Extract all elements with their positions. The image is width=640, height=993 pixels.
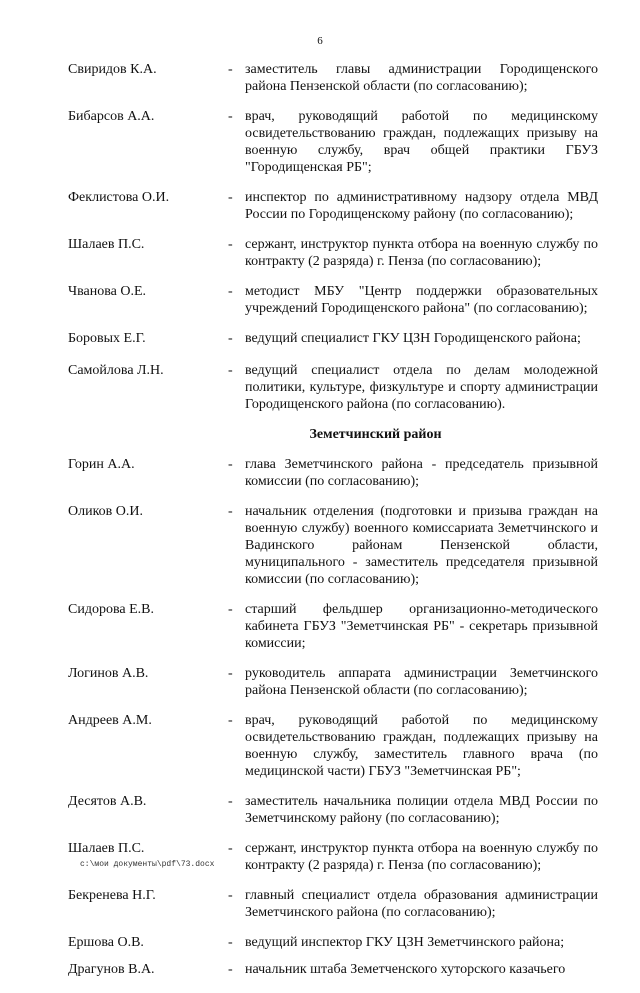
member-name: Сидорова Е.В. — [68, 602, 154, 617]
member-entry — [68, 961, 598, 980]
entry-dash: - — [228, 935, 233, 950]
member-name: Шалаев П.С. — [68, 841, 145, 856]
member-role: ведущий инспектор ГКУ ЦЗН Земетчинского района; — [245, 935, 565, 950]
member-entry — [68, 601, 598, 652]
member-entry — [68, 283, 598, 317]
page-number: 6 — [317, 35, 323, 47]
member-role: заместитель начальника полиции отдела МВД России по Земетчинскому району (по согласованию); — [245, 794, 598, 826]
entry-dash: - — [228, 713, 233, 728]
entry-dash: - — [228, 457, 233, 472]
member-name: Свиридов К.А. — [68, 62, 157, 77]
member-entry — [68, 362, 598, 413]
entry-dash: - — [228, 284, 233, 299]
member-name: Бекренева Н.Г. — [68, 888, 156, 903]
member-role: врач, руководящий работой по медицинскому освидетельствованию граждан, подлежащих призыву на военную службу, заместитель главного врача (по медицинской части) ГБУЗ "Земетчинская РБ"; — [245, 713, 598, 779]
member-role: врач, руководящий работой по медицинскому освидетельствованию граждан, подлежащих призыву на военную службу, врач общей практики ГБУЗ "Городищенская РБ"; — [245, 109, 598, 175]
member-name: Ершова О.В. — [68, 935, 144, 950]
member-entry — [68, 712, 598, 780]
member-role: главный специалист отдела образования администрации Земетчинского района (по согласованию); — [245, 888, 598, 920]
entry-dash: - — [228, 962, 233, 977]
commission-member-list — [68, 61, 598, 993]
member-role: сержант, инструктор пункта отбора на военную службу по контракту (2 разряда) г. Пенза (по согласованию); — [245, 841, 598, 873]
entry-dash: - — [228, 666, 233, 681]
member-name: Шалаев П.С. — [68, 237, 145, 252]
member-entry — [68, 236, 598, 270]
member-role: начальник отделения (подготовки и призыва граждан на военную службу) военного комиссариата Земетчинского и Вадинского районам Пензенской области, муниципального - заместитель председателя призывной комиссии (по согласованию); — [245, 504, 598, 587]
member-name: Чванова О.Е. — [68, 284, 147, 299]
member-entry — [68, 665, 598, 699]
member-entry — [68, 934, 598, 953]
entry-dash: - — [228, 190, 233, 205]
member-name: Горин А.А. — [68, 457, 135, 472]
member-entry — [68, 108, 598, 176]
member-entry — [68, 887, 598, 921]
gorodishche-members — [68, 61, 598, 413]
member-entry — [68, 189, 598, 223]
member-name: Феклистова О.И. — [68, 190, 170, 205]
section-heading-zemetchino: Земетчинский район — [309, 427, 442, 442]
member-name: Оликов О.И. — [68, 504, 144, 519]
member-name: Самойлова Л.Н. — [68, 363, 164, 378]
member-entry — [68, 503, 598, 588]
member-role: инспектор по административному надзору отдела МВД России по Городищенскому району (по согласованию); — [245, 190, 598, 222]
member-name: Логинов А.В. — [68, 666, 149, 681]
entry-dash: - — [228, 62, 233, 77]
member-role: руководитель аппарата администрации Земетчинского района Пензенской области (по согласованию); — [245, 666, 598, 698]
entry-dash: - — [228, 331, 233, 346]
entry-dash: - — [228, 794, 233, 809]
member-role: начальник штаба Земетченского хуторского казачьего — [245, 962, 566, 977]
zemetchino-members — [68, 456, 598, 980]
member-role: заместитель главы администрации Городищенского района Пензенской области (по согласованию); — [245, 62, 598, 94]
member-role: ведущий специалист ГКУ ЦЗН Городищенского района; — [245, 331, 581, 346]
member-name: Андреев А.М. — [68, 713, 152, 728]
member-role: старший фельдшер организационно-методического кабинета ГБУЗ "Земетчинская РБ" - секретарь призывной комиссии; — [245, 602, 598, 651]
entry-dash: - — [228, 504, 233, 519]
entry-dash: - — [228, 363, 233, 378]
member-role: методист МБУ "Центр поддержки образовательных учреждений Городищенского района" (по согласованию); — [245, 284, 598, 316]
member-entry — [68, 793, 598, 827]
member-name: Бибарсов А.А. — [68, 109, 155, 124]
entry-dash: - — [228, 841, 233, 856]
member-name: Боровых Е.Г. — [68, 331, 146, 346]
member-role: ведущий специалист отдела по делам молодежной политики, культуре, физкультуре и спорту администрации Городищенского района (по согласованию). — [245, 363, 598, 412]
member-role: глава Земетчинского района - председатель призывной комиссии (по согласованию); — [245, 457, 598, 489]
member-entry — [68, 61, 598, 95]
member-name: Десятов А.В. — [68, 794, 147, 809]
entry-dash: - — [228, 888, 233, 903]
member-entry — [68, 330, 598, 349]
member-role: сержант, инструктор пункта отбора на военную службу по контракту (2 разряда) г. Пенза (по согласованию); — [245, 237, 598, 269]
member-name: Драгунов В.А. — [68, 962, 155, 977]
entry-dash: - — [228, 109, 233, 124]
file-path-footer: c:\мои документы\pdf\73.docx — [80, 860, 215, 869]
entry-dash: - — [228, 602, 233, 617]
entry-dash: - — [228, 237, 233, 252]
member-entry — [68, 456, 598, 490]
